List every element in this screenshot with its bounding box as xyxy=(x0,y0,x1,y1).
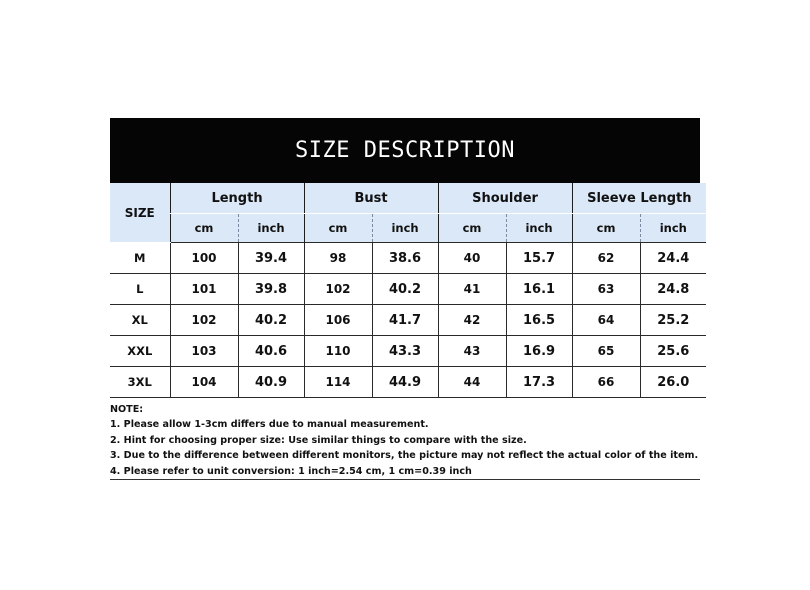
value-cell: 15.7 xyxy=(506,243,572,274)
value-cell: 64 xyxy=(572,305,640,336)
shoulder-header: Shoulder xyxy=(438,183,572,214)
value-cell: 101 xyxy=(170,274,238,305)
value-cell: 39.8 xyxy=(238,274,304,305)
value-cell: 100 xyxy=(170,243,238,274)
value-cell: 110 xyxy=(304,336,372,367)
value-cell: 106 xyxy=(304,305,372,336)
table-row xyxy=(110,274,706,305)
value-cell: 66 xyxy=(572,367,640,398)
value-cell: 44 xyxy=(438,367,506,398)
value-cell: 104 xyxy=(170,367,238,398)
value-cell: 65 xyxy=(572,336,640,367)
value-cell: 98 xyxy=(304,243,372,274)
value-cell: 39.4 xyxy=(238,243,304,274)
note-item: 3. Due to the difference between different monitors, the picture may not reflect the actual color of the item. xyxy=(110,450,699,462)
sleeve-inch-header: inch xyxy=(640,214,706,243)
value-cell: 40 xyxy=(438,243,506,274)
bust-inch-header: inch xyxy=(372,214,438,243)
bust-header: Bust xyxy=(304,183,438,214)
value-cell: 40.6 xyxy=(238,336,304,367)
value-cell: 102 xyxy=(304,274,372,305)
value-cell: 40.2 xyxy=(238,305,304,336)
value-cell: 16.5 xyxy=(506,305,572,336)
chart-title: SIZE DESCRIPTION xyxy=(110,118,700,183)
sleeve-length-header: Sleeve Length xyxy=(572,183,706,214)
value-cell: 43 xyxy=(438,336,506,367)
value-cell: 41.7 xyxy=(372,305,438,336)
value-cell: 42 xyxy=(438,305,506,336)
note-item: 1. Please allow 1-3cm differs due to manual measurement. xyxy=(110,419,429,431)
length-inch-header: inch xyxy=(238,214,304,243)
table-row xyxy=(110,367,706,398)
bust-cm-header: cm xyxy=(304,214,372,243)
shoulder-inch-header: inch xyxy=(506,214,572,243)
sleeve-cm-header: cm xyxy=(572,214,640,243)
notes-section xyxy=(110,402,700,480)
size-cell: M xyxy=(110,243,170,274)
length-cm-header: cm xyxy=(170,214,238,243)
table-row xyxy=(110,336,706,367)
value-cell: 102 xyxy=(170,305,238,336)
size-cell: XXL xyxy=(110,336,170,367)
value-cell: 16.9 xyxy=(506,336,572,367)
value-cell: 38.6 xyxy=(372,243,438,274)
value-cell: 40.9 xyxy=(238,367,304,398)
value-cell: 26.0 xyxy=(640,367,706,398)
value-cell: 24.8 xyxy=(640,274,706,305)
value-cell: 41 xyxy=(438,274,506,305)
value-cell: 17.3 xyxy=(506,367,572,398)
value-cell: 62 xyxy=(572,243,640,274)
value-cell: 25.6 xyxy=(640,336,706,367)
value-cell: 103 xyxy=(170,336,238,367)
value-cell: 40.2 xyxy=(372,274,438,305)
size-cell: L xyxy=(110,274,170,305)
value-cell: 24.4 xyxy=(640,243,706,274)
notes-heading: NOTE: xyxy=(110,404,144,415)
size-cell: 3XL xyxy=(110,367,170,398)
size-table xyxy=(110,183,706,398)
value-cell: 43.3 xyxy=(372,336,438,367)
size-column-header: SIZE xyxy=(110,183,170,243)
shoulder-cm-header: cm xyxy=(438,214,506,243)
value-cell: 114 xyxy=(304,367,372,398)
table-row xyxy=(110,243,706,274)
value-cell: 44.9 xyxy=(372,367,438,398)
size-chart xyxy=(110,118,700,480)
size-cell: XL xyxy=(110,305,170,336)
note-item: 4. Please refer to unit conversion: 1 inch=2.54 cm, 1 cm=0.39 inch xyxy=(110,464,700,480)
value-cell: 25.2 xyxy=(640,305,706,336)
value-cell: 16.1 xyxy=(506,274,572,305)
value-cell: 63 xyxy=(572,274,640,305)
table-row xyxy=(110,305,706,336)
note-item: 2. Hint for choosing proper size: Use similar things to compare with the size. xyxy=(110,434,527,446)
length-header: Length xyxy=(170,183,304,214)
